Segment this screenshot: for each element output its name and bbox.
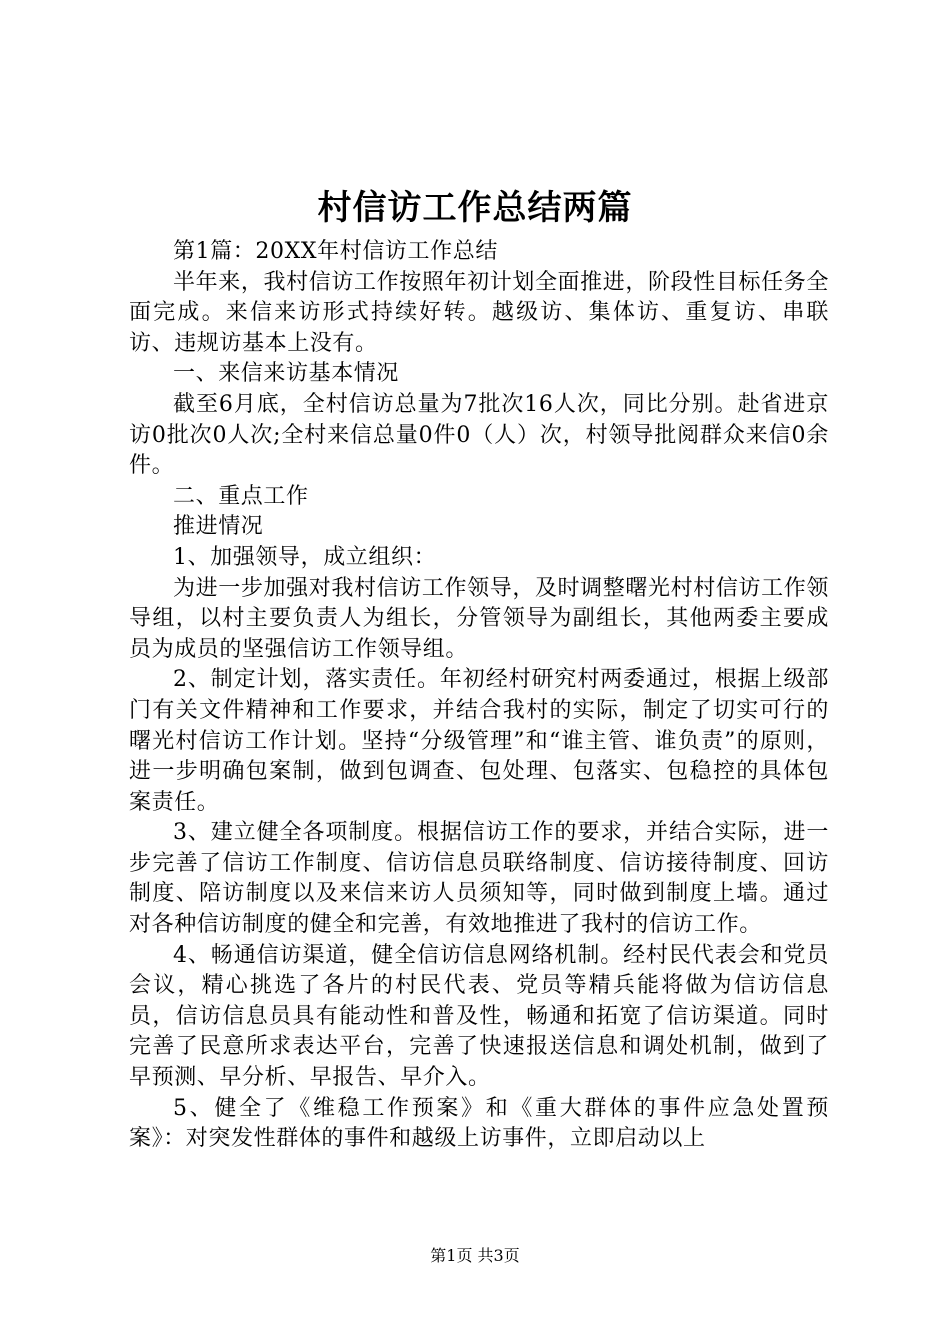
section-heading-basic-situation: 一、来信来访基本情况	[173, 361, 400, 387]
paragraph-intro: 半年来，我村信访工作按照年初计划全面推进，阶段性目标任务全面完成。来信来访形式持续好转。越级访、集体访、重复访、串联访、违规访基本上没有。	[129, 269, 829, 356]
section-heading-key-work: 二、重点工作	[173, 483, 309, 509]
page-footer: 第1页 共3页	[430, 1246, 520, 1265]
document-body	[129, 237, 829, 1155]
section-heading-part1: 第1篇：20XX年村信访工作总结	[173, 239, 498, 264]
item-heading-leadership: 1、加强领导，成立组织：	[173, 544, 437, 570]
paragraph-systems: 3、建立健全各项制度。根据信访工作的要求，并结合实际，进一步完善了信访工作制度、信访信息员联络制度、信访接待制度、回访制度、陪访制度以及来信来访人员须知等，同时做到制度上墙。通过对各种信访制度的健全和完善，有效地推进了我村的信访工作。	[129, 820, 829, 938]
paragraph-plan: 2、制定计划，落实责任。年初经村研究村两委通过，根据上级部门有关文件精神和工作要求，并结合我村的实际，制定了切实可行的曙光村信访工作计划。坚持“分级管理”和“谁主管、谁负责”的原则，进一步明确包案制，做到包调查、包处理、包落实、包稳控的具体包案责任。	[129, 667, 829, 815]
document-title: 村信访工作总结两篇	[317, 188, 633, 228]
subheading-progress: 推进情况	[173, 514, 264, 540]
paragraph-contingency: 5、健全了《维稳工作预案》和《重大群体的事件应急处置预案》：对突发性群体的事件和越级上访事件，立即启动以上	[129, 1095, 829, 1152]
paragraph-leadership: 为进一步加强对我村信访工作领导，及时调整曙光村村信访工作领导组，以村主要负责人为组长，分管领导为副组长，其他两委主要成员为成员的坚强信访工作领导组。	[129, 575, 829, 662]
paragraph-channels: 4、畅通信访渠道，健全信访信息网络机制。经村民代表会和党员会议，精心挑选了各片的村民代表、党员等精兵能将做为信访信息员，信访信息员具有能动性和普及性，畅通和拓宽了信访渠道。同时完善了民意所求表达平台，完善了快速报送信息和调处机制，做到了早预测、早分析、早报告、早介入。	[129, 942, 829, 1091]
paragraph-statistics: 截至6月底，全村信访总量为7批次16人次，同比分别。赴省进京访0批次0人次;全村来信总量0件0（人）次，村领导批阅群众来信0余件。	[129, 391, 829, 479]
